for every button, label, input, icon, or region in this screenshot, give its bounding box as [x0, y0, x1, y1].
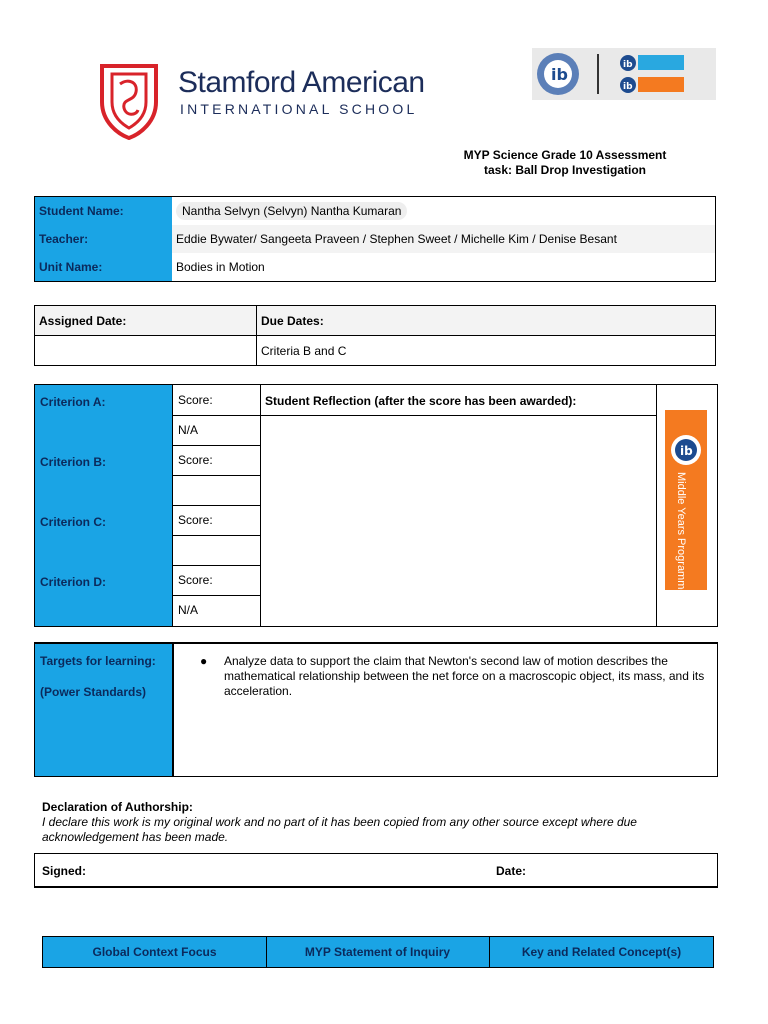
student-name-chip[interactable]: Nantha Selvyn (Selvyn) Nantha Kumaran — [176, 202, 407, 220]
key-concepts-header: Key and Related Concept(s) — [521, 945, 682, 959]
global-context-header: Global Context Focus — [43, 937, 267, 967]
inquiry-header-row — [42, 936, 714, 968]
criterion-a-score-value: N/A — [172, 415, 261, 446]
unit-name-label: Unit Name: — [35, 253, 173, 282]
reflection-header: Student Reflection (after the score has been awarded): — [259, 385, 657, 416]
criterion-b-score-value — [172, 475, 261, 506]
signature-row — [34, 853, 718, 888]
dates-table — [34, 305, 716, 366]
student-name-label: Student Name: — [35, 197, 173, 226]
teacher-value: Eddie Bywater/ Sangeeta Praveen / Stephen Sweet / Michelle Kim / Denise Besant — [172, 225, 716, 253]
myp-badge-text: Middle Years Programme — [675, 472, 687, 590]
criterion-b-label: Criterion B: — [35, 445, 172, 506]
criterion-d-label: Criterion D: — [35, 565, 172, 626]
ib-programme-logos — [532, 48, 716, 100]
criterion-b-score-label: Score: — [172, 445, 261, 476]
targets-label-cell — [35, 644, 174, 776]
svg-text:ib: ib — [623, 82, 633, 92]
criterion-d-score-value: N/A — [172, 595, 261, 626]
target-bullet-text: Analyze data to support the claim that Newton's second law of motion describes the mathematical relationship between the net force on a macroscopic object, its mass, and its acceleration. — [224, 654, 705, 698]
unit-name-value: Bodies in Motion — [176, 260, 265, 274]
signed-label: Signed: — [42, 864, 86, 878]
statement-of-inquiry-header: MYP Statement of Inquiry — [266, 937, 490, 967]
student-info-table — [34, 196, 716, 282]
reflection-field[interactable] — [259, 415, 657, 626]
power-standards-label: (Power Standards) — [40, 685, 147, 699]
criterion-a-label: Criterion A: — [35, 385, 172, 446]
school-crest-icon — [98, 62, 160, 140]
assessment-title: MYP Science Grade 10 Assessment task: Ball Drop Investigation — [463, 148, 667, 177]
svg-text:ib: ib — [551, 65, 568, 84]
criterion-c-score-value — [172, 535, 261, 566]
svg-text:ib: ib — [623, 60, 633, 70]
due-dates-label: Due Dates: — [257, 306, 716, 336]
declaration-heading: Declaration of Authorship: — [42, 800, 193, 814]
criterion-a-score-label: Score: — [172, 385, 261, 416]
myp-badge — [665, 410, 707, 590]
bullet-icon: ● — [200, 654, 208, 668]
due-dates-value: Criteria B and C — [257, 336, 716, 366]
targets-section — [34, 642, 718, 777]
declaration-text: I declare this work is my original work and no part of it has been copied from any other source except where due acknowledgement has been made. — [42, 815, 637, 844]
assigned-date-label: Assigned Date: — [35, 306, 257, 336]
myp-logo-icon — [665, 410, 707, 590]
svg-text:ib: ib — [680, 444, 693, 458]
school-subtitle: INTERNATIONAL SCHOOL — [180, 101, 418, 117]
school-name: Stamford American — [178, 66, 425, 99]
criterion-d-score-label: Score: — [172, 565, 261, 596]
criteria-section — [34, 384, 718, 627]
criterion-c-score-label: Score: — [172, 505, 261, 536]
criterion-c-label: Criterion C: — [35, 505, 172, 566]
teacher-label: Teacher: — [35, 225, 173, 253]
date-label: Date: — [496, 864, 527, 878]
assigned-date-value — [35, 336, 257, 366]
targets-label: Targets for learning: — [40, 654, 156, 668]
